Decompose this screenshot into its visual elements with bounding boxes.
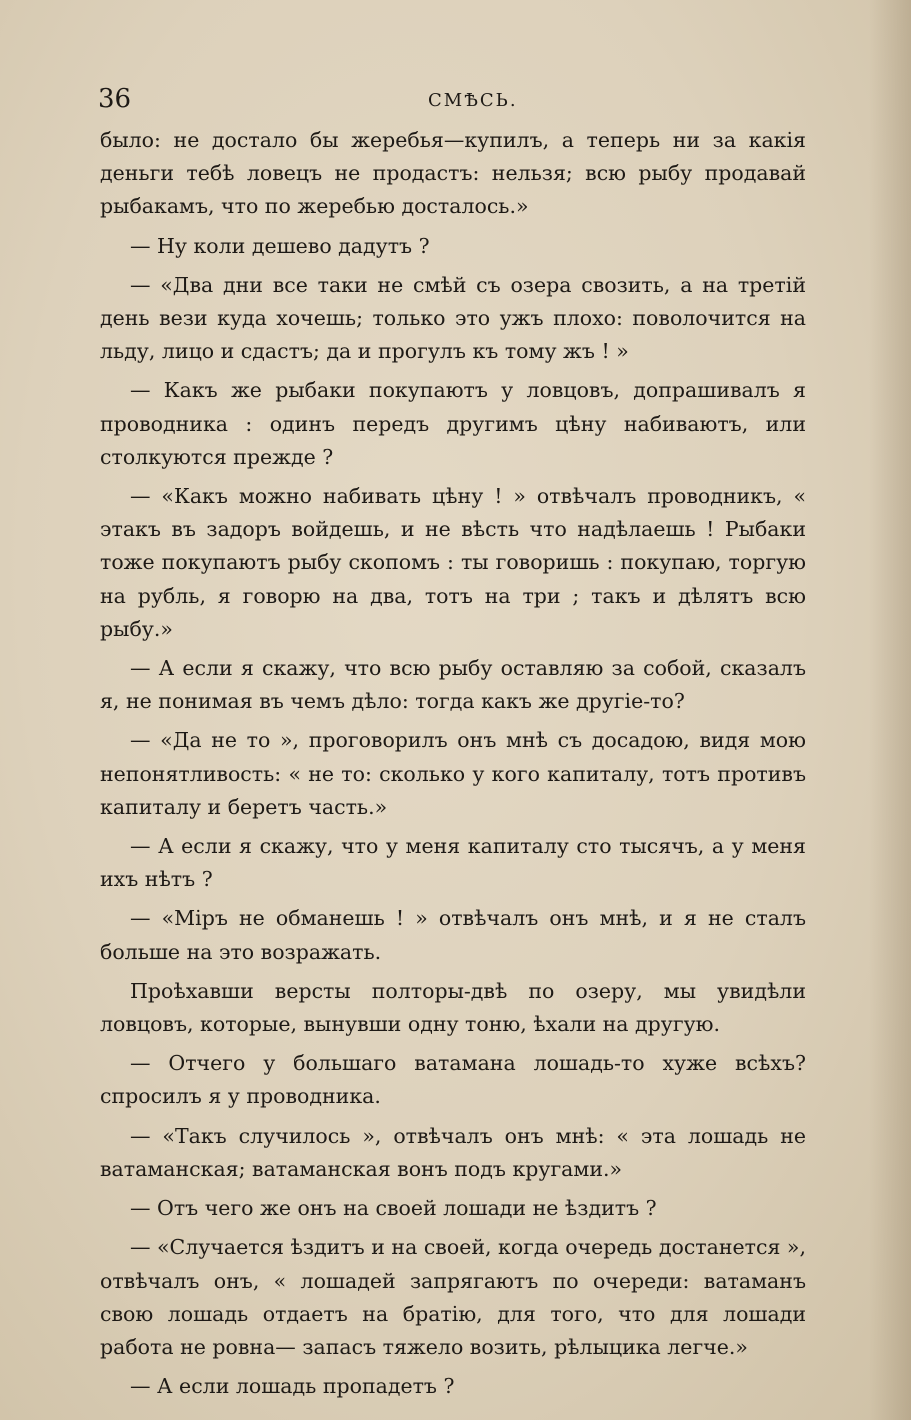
paragraph: — «Случается ѣздитъ и на своей, когда очередь достанется », отвѣчалъ онъ, « лошадей запрягаютъ по очереди: ватаманъ свою лошадь отдаетъ на братію, для того, что для лошади работа не ровна— запасъ тяжело возить, рѣлыцика легче.» [100, 1235, 806, 1359]
running-head: СМѢСЬ. [428, 90, 518, 111]
paragraph: — «Два дни все таки не смѣй съ озера свозить, а на третій день вези куда хочешь; только это ужъ плохо: поволочится на льду, лицо и сдастъ; да и прогулъ къ тому жъ ! » [100, 272, 806, 364]
paragraph: — Отчего у большаго ватамана лошадь-то хуже всѣхъ? спросилъ я у проводника. [100, 1051, 806, 1109]
page-edge-shadow [869, 0, 911, 1420]
paragraph: — А если я скажу, что всю рыбу оставляю за собой, сказалъ я, не понимая въ чемъ дѣло: тогда какъ же другіе-то? [100, 656, 806, 714]
paragraph: — А если я скажу, что у меня капиталу сто тысячъ, а у меня ихъ нѣтъ ? [100, 834, 806, 892]
page-header [98, 84, 808, 118]
paragraph: было: не достало бы жеребья—купилъ, а теперь ни за какія деньги тебѣ ловецъ не продастъ: нельзя; всю рыбу продавай рыбакамъ, что по жеребью досталось.» [100, 128, 806, 219]
paragraph: — А если лошадь пропадетъ ? [130, 1374, 455, 1399]
page-number: 36 [98, 84, 132, 114]
paragraph: — «Міръ не обманешь ! » отвѣчалъ онъ мнѣ, и я не сталъ больше на это возражать. [100, 906, 806, 964]
paragraph: — Какъ же рыбаки покупаютъ у ловцовъ, допрашивалъ я проводника : одинъ передъ другимъ цѣну набиваютъ, или столкуются прежде ? [100, 378, 806, 469]
paragraph: — Отъ чего же онъ на своей лошади не ѣздитъ ? [130, 1196, 657, 1221]
paragraph: — Ну коли дешево дадутъ ? [130, 233, 430, 258]
body-text [100, 124, 806, 1409]
paragraph: — «Какъ можно набивать цѣну ! » отвѣчалъ проводникъ, « этакъ въ задоръ войдешь, и не вѣсть что надѣлаешь ! Рыбаки тоже покупаютъ рыбу скопомъ : ты говоришь : покупаю, торгую на рубль, я говорю на два, тотъ на три ; такъ и дѣлятъ всю рыбу.» [100, 484, 806, 641]
paragraph: — «Такъ случилось », отвѣчалъ онъ мнѣ: « эта лошадь не ватаманская; ватаманская вонъ подъ кругами.» [100, 1123, 806, 1181]
paragraph: — «Да не то », проговорилъ онъ мнѣ съ досадою, видя мою непонятливость: « не то: сколько у кого капиталу, тотъ противъ капиталу и беретъ часть.» [100, 728, 806, 819]
paragraph: Проѣхавши версты полторы-двѣ по озеру, мы увидѣли ловцовъ, которые, вынувши одну тоню, ѣхали на другую. [100, 978, 806, 1037]
